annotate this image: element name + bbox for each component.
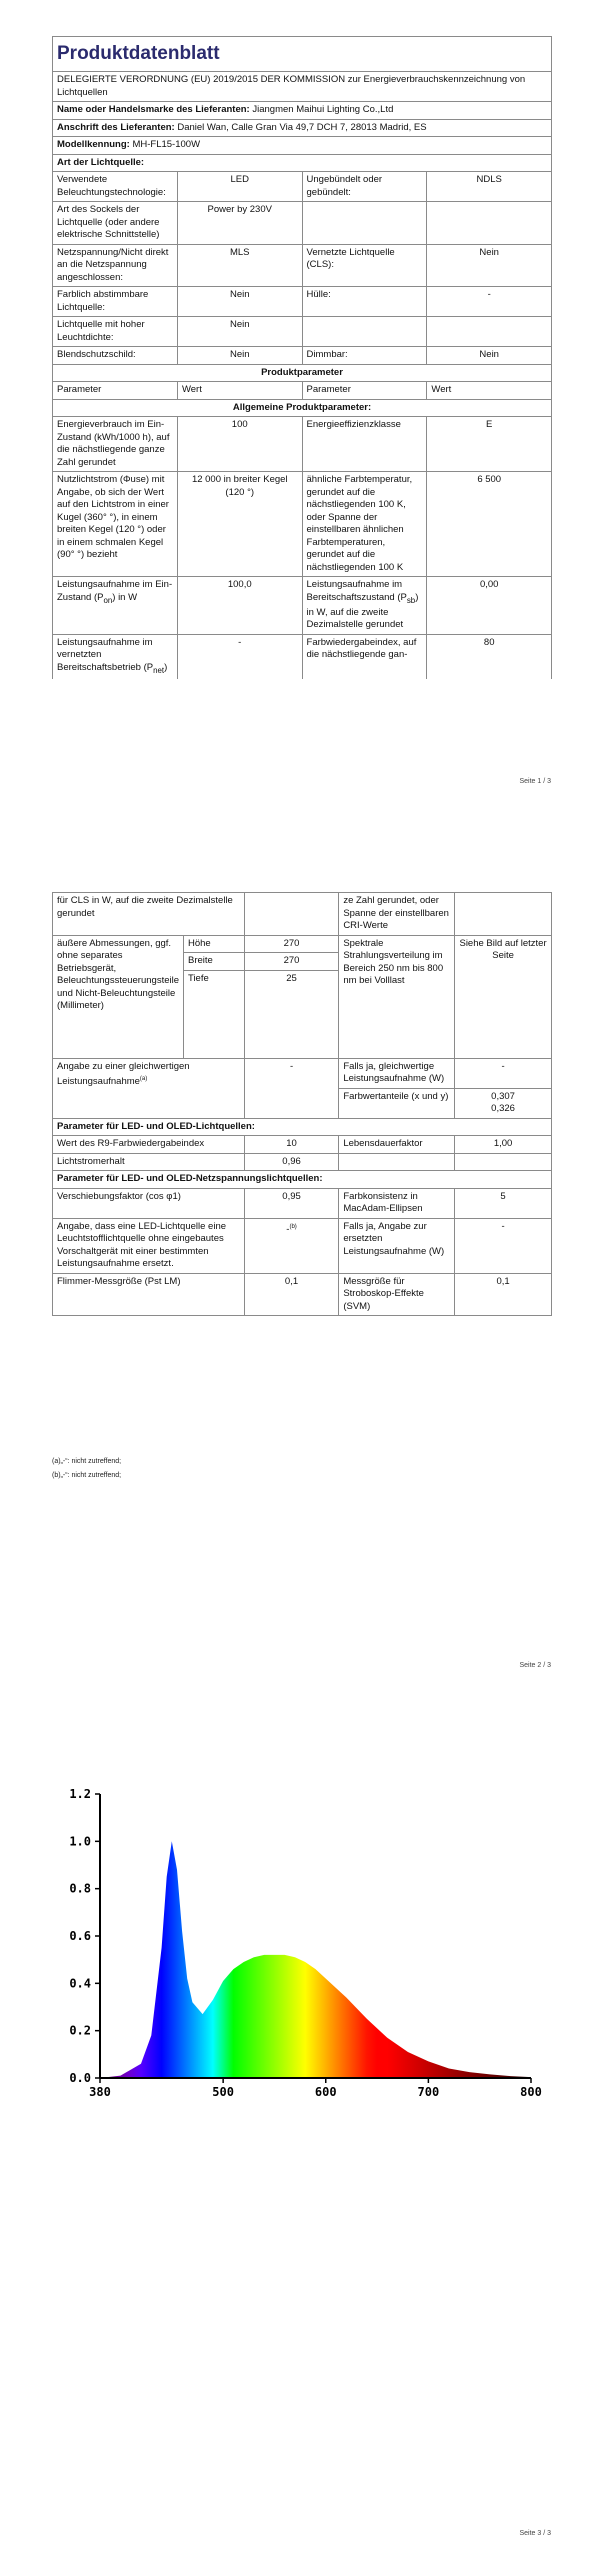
- equiv2-value: -: [455, 1058, 552, 1088]
- r9-label: Wert des R9-Farbwiedergabeindex: [53, 1136, 245, 1154]
- dimmable-value: Nein: [427, 347, 552, 365]
- spectrum-area: [100, 1841, 531, 2078]
- sdcm-value: 5: [455, 1188, 552, 1218]
- energy-value: 100: [177, 417, 302, 472]
- page-2: [0, 860, 603, 1690]
- mains-label: Netzspannung/Nicht direkt an die Netzspannung angeschlossen:: [53, 244, 178, 287]
- focus-value: NDLS: [427, 172, 552, 202]
- focus-label: Ungebündelt oder gebündelt:: [302, 172, 427, 202]
- glare-value: Nein: [177, 347, 302, 365]
- pon-value: 100,0: [177, 577, 302, 635]
- page-number-3: Seite 3 / 3: [519, 2530, 551, 2537]
- y-tick-label-0: 0.0: [69, 2071, 91, 2085]
- height-value: 270: [244, 935, 339, 953]
- width-label: Breite: [184, 953, 245, 971]
- xy-values: [455, 1088, 552, 1118]
- pnet-label: Leistungsaufnahme im vernetzten Bereitschaftsbetrieb $(P_{net})$: [53, 634, 178, 679]
- stroboscopic-label: Messgröße für Stroboskop-Effekte (SVM): [339, 1273, 455, 1316]
- psb-value: 0,00: [427, 577, 552, 635]
- supplier-address-row: [53, 119, 552, 137]
- equiv-value: -: [244, 1058, 339, 1118]
- maintenance-label: Lichtstromerhalt: [53, 1153, 245, 1171]
- depth-value: 25: [244, 970, 339, 1058]
- spd-value: Siehe Bild auf letzter Seite: [455, 935, 552, 1058]
- x-tick-label-380: 380: [89, 2085, 111, 2099]
- x-tick-label-600: 600: [314, 2085, 337, 2099]
- y-ticks: [69, 1787, 100, 2085]
- col-header-value: Wert: [177, 382, 302, 400]
- mains-value: MLS: [177, 244, 302, 287]
- supplier-address-label: Anschrift des Lieferanten:: [57, 121, 175, 133]
- life-factor-value: 1,00: [455, 1136, 552, 1154]
- y-tick-label-6: 1.2: [69, 1787, 91, 1801]
- model-row: [53, 137, 552, 155]
- supplier-address-value: Daniel Wan, Calle Gran Via 49,7 DCH 7, 28013 Madrid, ES: [177, 121, 427, 133]
- footnote-b: (b)„-“: nicht zutreffend;: [52, 1472, 122, 1479]
- lightsource-type-label: Art der Lichtquelle:: [53, 154, 552, 172]
- x-ticks: [89, 2078, 542, 2099]
- cls-value: Nein: [427, 244, 552, 287]
- col-header-param-2: Parameter: [302, 382, 427, 400]
- cls-label: Vernetzte Lichtquelle (CLS):: [302, 244, 427, 287]
- width-value: 270: [244, 953, 339, 971]
- equiv-label: Angabe zu einer gleichwertigen Leistungsaufnahme$^{(a)}$: [53, 1058, 245, 1118]
- maintenance-value: 0,96: [244, 1153, 339, 1171]
- cri-value: 80: [427, 634, 552, 679]
- energy-class-value: E: [427, 417, 552, 472]
- y-tick-label-2: 0.4: [69, 1976, 91, 1991]
- replacement-value: -$^{(b)}$: [244, 1218, 339, 1273]
- spectral-distribution-chart: [0, 1760, 603, 2100]
- page-3: [0, 1720, 603, 2560]
- pf-label: Verschiebungsfaktor (cos φ1): [53, 1188, 245, 1218]
- x-tick-label-700: 700: [417, 2085, 440, 2099]
- color-tunable-value: Nein: [177, 287, 302, 317]
- equiv2-label: Falls ja, gleichwertige Leistungsaufnahme (W): [339, 1058, 455, 1088]
- y-tick-label-1: 0.2: [69, 2023, 91, 2038]
- high-luminance-value: Nein: [177, 317, 302, 347]
- datasheet-table-part-1: [52, 36, 552, 679]
- tech-label: Verwendete Beleuchtungstechnologie:: [53, 172, 178, 202]
- flicker-value: 0,1: [244, 1273, 339, 1316]
- dimmable-label: Dimmbar:: [302, 347, 427, 365]
- flux-label: Nutzlichtstrom (Φuse) mit Angabe, ob sich der Wert auf den Lichtstrom in einer Kugel (360° °), in einem breiten Kegel (120 °) oder in einem schmalen Kegel (90° °) bezieht: [53, 472, 178, 577]
- supplier-name-label: Name oder Handelsmarke des Lieferanten:: [57, 104, 250, 115]
- general-params-header: Allgemeine Produktparameter:: [53, 399, 552, 417]
- y-tick-label-4: 0.8: [69, 1881, 91, 1896]
- color-tunable-label: Farblich abstimmbare Lichtquelle:: [53, 287, 178, 317]
- y-tick-label-3: 0.6: [69, 1929, 91, 1943]
- footnote-a: (a)„-“: nicht zutreffend;: [52, 1458, 122, 1465]
- page-number-2: Seite 2 / 3: [519, 1662, 551, 1669]
- flux-value: 12 000 in breiter Kegel (120 °): [177, 472, 302, 577]
- tech-value: LED: [177, 172, 302, 202]
- model-label: Modellkennung:: [57, 139, 130, 150]
- supplier-name-value: Jiangmen Maihui Lighting Co.,Ltd: [252, 104, 394, 115]
- replacement-label: Angabe, dass eine LED-Lichtquelle eine Leuchtstofflichtquelle ohne eingebautes Vorschaltgerät mit einer bestimmten Leistungsaufnahme ersetzt.: [53, 1218, 245, 1273]
- model-value: MH-FL15-100W: [132, 139, 201, 150]
- led-params-header: Parameter für LED- und OLED-Lichtquellen:: [53, 1118, 552, 1136]
- y-value: 0,326: [491, 1103, 515, 1114]
- replacement2-value: -: [455, 1218, 552, 1273]
- col-header-param: Parameter: [53, 382, 178, 400]
- xy-label: Farbwertanteile (x und y): [339, 1088, 455, 1118]
- pnet-value: -: [177, 634, 302, 679]
- cri-label: Farbwiedergabeindex, auf die nächstliegende gan-: [302, 634, 427, 679]
- energy-class-label: Energieeffizienzklasse: [302, 417, 427, 472]
- socket-label: Art des Sockels der Lichtquelle (oder andere elektrische Schnittstelle): [53, 202, 178, 245]
- shell-value: -: [427, 287, 552, 317]
- high-luminance-label: Lichtquelle mit hoher Leuchtdichte:: [53, 317, 178, 347]
- psb-label: Leistungsaufnahme im Bereitschaftszustand $(P_{sb})$ in W, auf die zweite Dezimalstelle gerundet: [302, 577, 427, 635]
- x-tick-label-800: 800: [520, 2085, 542, 2099]
- pf-value: 0,95: [244, 1188, 339, 1218]
- cct-value: 6 500: [427, 472, 552, 577]
- flicker-label: Flimmer-Messgröße (Pst LM): [53, 1273, 245, 1316]
- r9-value: 10: [244, 1136, 339, 1154]
- energy-label: Energieverbrauch im Ein-Zustand (kWh/1000 h), auf die nächstliegende ganze Zahl gerundet: [53, 417, 178, 472]
- y-tick-label-5: 1.0: [69, 1834, 91, 1849]
- height-label: Höhe: [184, 935, 245, 953]
- datasheet-table-part-2: [52, 892, 552, 1316]
- pnet-label-cont: für CLS in W, auf die zweite Dezimalstelle gerundet: [53, 893, 245, 936]
- supplier-name-row: [53, 102, 552, 120]
- depth-label: Tiefe: [184, 970, 245, 1058]
- page-number-1: Seite 1 / 3: [519, 778, 551, 785]
- sdcm-label: Farbkonsistenz in MacAdam-Ellipsen: [339, 1188, 455, 1218]
- cri-label-cont: ze Zahl gerundet, oder Spanne der einstellbaren CRI-Werte: [339, 893, 455, 936]
- page-title: Produktdatenblatt: [53, 37, 552, 72]
- page-1: [0, 0, 603, 840]
- regulation-text: DELEGIERTE VERORDNUNG (EU) 2019/2015 DER KOMMISSION zur Energieverbrauchskennzeichnung von Lichtquellen: [53, 72, 552, 102]
- spd-label: Spektrale Strahlungsverteilung im Bereich 250 nm bis 800 nm bei Volllast: [339, 935, 455, 1058]
- dimensions-label: äußere Abmessungen, ggf. ohne separates Betriebsgerät, Beleuchtungssteuerungsteile und Nicht-Beleuchtungsteile (Millimeter): [53, 935, 184, 1058]
- pon-label: Leistungsaufnahme im Ein-Zustand $(P_{on})$ in W: [53, 577, 178, 635]
- stroboscopic-value: 0,1: [455, 1273, 552, 1316]
- x-tick-label-500: 500: [212, 2085, 234, 2099]
- cct-label: ähnliche Farbtemperatur, gerundet auf die nächstliegenden 100 K, oder Spanne der einstellbaren ähnlichen Farbtemperaturen, gerundet auf die nächstliegenden 100 K: [302, 472, 427, 577]
- replacement2-label: Falls ja, Angabe zur ersetzten Leistungsaufnahme (W): [339, 1218, 455, 1273]
- mains-params-header: Parameter für LED- und OLED-Netzspannungslichtquellen:: [53, 1171, 552, 1189]
- socket-value: Power by 230V: [177, 202, 302, 245]
- life-factor-label: Lebensdauerfaktor: [339, 1136, 455, 1154]
- x-value: 0,307: [491, 1090, 515, 1102]
- col-header-value-2: Wert: [427, 382, 552, 400]
- product-params-header: Produktparameter: [53, 364, 552, 382]
- glare-label: Blendschutzschild:: [53, 347, 178, 365]
- shell-label: Hülle:: [302, 287, 427, 317]
